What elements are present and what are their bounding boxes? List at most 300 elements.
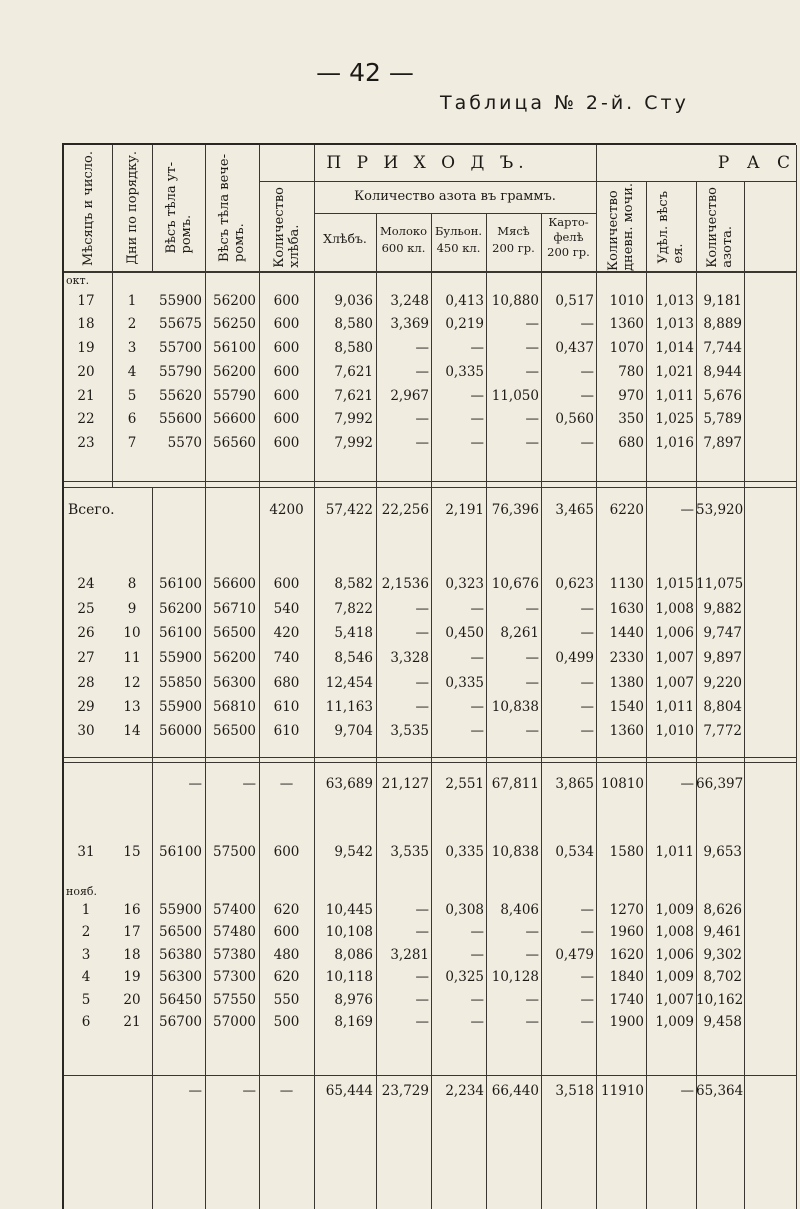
table-cell: 10,162 xyxy=(696,992,744,1008)
table-cell: 1 xyxy=(81,902,91,918)
table-cell: 65,444 xyxy=(325,1083,373,1099)
table-cell: 1360 xyxy=(609,723,644,739)
table-cell: — xyxy=(525,1014,539,1030)
table-cell: — xyxy=(470,992,484,1008)
table-cell: 600 xyxy=(273,316,300,332)
table-cell: 19 xyxy=(123,969,141,985)
table-cell: — xyxy=(415,992,429,1008)
table-cell: — xyxy=(680,502,694,518)
table-cell: 1630 xyxy=(609,601,644,617)
table-cell: — xyxy=(525,316,539,332)
table-cell: 0,219 xyxy=(445,316,484,332)
table-cell: 19 xyxy=(77,340,95,356)
table-cell: 11 xyxy=(123,650,141,666)
table-cell: — xyxy=(470,650,484,666)
table-cell: — xyxy=(580,699,594,715)
table-cell: 20 xyxy=(123,992,141,1008)
table-cell: 7,992 xyxy=(334,435,373,451)
table-cell: 8,626 xyxy=(703,902,742,918)
table-cell: 9,181 xyxy=(703,293,742,309)
table-cell: 55900 xyxy=(159,293,202,309)
table-cell: 57550 xyxy=(213,992,256,1008)
table-cell: 14 xyxy=(123,723,141,739)
table-cell: 610 xyxy=(273,723,300,739)
table-cell: 56500 xyxy=(213,723,256,739)
table-cell: 1,008 xyxy=(655,601,694,617)
table-cell: 29 xyxy=(77,699,95,715)
table-cell: 57500 xyxy=(213,844,256,860)
table-cell: 56300 xyxy=(213,675,256,691)
table-cell: 57,422 xyxy=(325,502,373,518)
table-cell: 8,976 xyxy=(334,992,373,1008)
table-cell: 18 xyxy=(77,316,95,332)
table-cell: 600 xyxy=(273,435,300,451)
table-cell: — xyxy=(415,1014,429,1030)
table-cell: нояб. xyxy=(66,885,98,898)
table-cell: 5,676 xyxy=(703,388,742,404)
table-cell: 17 xyxy=(77,293,95,309)
table-cell: — xyxy=(580,992,594,1008)
table-cell: 1,009 xyxy=(655,1014,694,1030)
table-cell: 53,920 xyxy=(696,502,744,518)
table-cell: 56700 xyxy=(159,1014,202,1030)
table-cell: — xyxy=(415,902,429,918)
table-cell: 56450 xyxy=(159,992,202,1008)
table-cell: 9,542 xyxy=(334,844,373,860)
table-cell: — xyxy=(470,947,484,963)
table-cell: 56100 xyxy=(159,625,202,641)
table-cell: 3,465 xyxy=(555,502,594,518)
table-cell: 1,007 xyxy=(655,650,694,666)
table-cell: — xyxy=(525,992,539,1008)
table-cell: 56560 xyxy=(213,435,256,451)
header-meat: Мясѣ 200 гр. xyxy=(492,224,535,255)
table-cell: — xyxy=(580,388,594,404)
table-cell: 7 xyxy=(127,435,137,451)
table-cell: 12 xyxy=(123,675,141,691)
header-month-day: Мѣсяцъ и число. xyxy=(80,150,96,266)
table-cell: — xyxy=(680,1083,694,1099)
header-nitrogen-grams: Количество азота въ граммъ. xyxy=(354,189,556,204)
table-cell: 22 xyxy=(77,411,95,427)
table-cell: 55850 xyxy=(159,675,202,691)
table-cell: 8 xyxy=(127,576,137,592)
table-cell: — xyxy=(415,625,429,641)
table-cell: 0,325 xyxy=(445,969,484,985)
table-cell: 10,118 xyxy=(325,969,373,985)
table-cell: 66,440 xyxy=(491,1083,539,1099)
table-cell: 20 xyxy=(77,364,95,380)
table-cell: 25 xyxy=(77,601,95,617)
table-cell: 3,865 xyxy=(555,776,594,792)
header-raskhod: Р А С xyxy=(717,153,796,173)
table-cell: 1270 xyxy=(609,902,644,918)
table-cell: 56500 xyxy=(159,924,202,940)
table-cell: 13 xyxy=(123,699,141,715)
table-cell: — xyxy=(580,924,594,940)
table-cell: 11910 xyxy=(601,1083,644,1099)
table-cell: — xyxy=(470,388,484,404)
table-cell: 740 xyxy=(273,650,300,666)
table-cell: 1540 xyxy=(609,699,644,715)
table-cell: — xyxy=(188,1083,202,1099)
table-cell: 2,191 xyxy=(445,502,484,518)
header-potato: Карто- фелѣ 200 гр. xyxy=(547,215,590,259)
table-cell: 1,008 xyxy=(655,924,694,940)
table-cell: 1,015 xyxy=(655,576,694,592)
table-cell: 9,747 xyxy=(703,625,742,641)
table-cell: 57300 xyxy=(213,969,256,985)
table-cell: — xyxy=(415,601,429,617)
table-cell: — xyxy=(242,1083,256,1099)
header-bread: Хлѣбъ. xyxy=(323,231,367,246)
table-cell: 30 xyxy=(77,723,95,739)
table-cell: 1380 xyxy=(609,675,644,691)
table-cell: 1010 xyxy=(609,293,644,309)
table-cell: 56500 xyxy=(213,625,256,641)
table-cell: 18 xyxy=(123,947,141,963)
table-cell: 12,454 xyxy=(325,675,373,691)
table-cell: 970 xyxy=(618,388,644,404)
table-cell: 16 xyxy=(123,902,141,918)
table-cell: 550 xyxy=(273,992,300,1008)
table-cell: 5 xyxy=(127,388,137,404)
table-cell: 11,075 xyxy=(696,576,744,592)
table-cell: 0,308 xyxy=(445,902,484,918)
table-cell: 8,169 xyxy=(334,1014,373,1030)
table-cell: 1,009 xyxy=(655,969,694,985)
table-cell: 56200 xyxy=(213,364,256,380)
table-cell: 5570 xyxy=(167,435,202,451)
header-broth: Бульон. 450 кл. xyxy=(434,224,483,255)
header-urine-amount: Количество дневн. мочи. xyxy=(606,183,636,271)
table-cell: 7,822 xyxy=(334,601,373,617)
table-cell: 9,036 xyxy=(334,293,373,309)
table-cell: 620 xyxy=(273,902,300,918)
table-cell: 55675 xyxy=(159,316,202,332)
table-cell: — xyxy=(580,364,594,380)
table-cell: 10810 xyxy=(601,776,644,792)
table-cell: 0,437 xyxy=(555,340,594,356)
table-cell: окт. xyxy=(66,274,90,287)
table-cell: 55900 xyxy=(159,902,202,918)
header-nitrogen-amount: Количество азота. xyxy=(705,186,735,268)
table-cell: — xyxy=(415,411,429,427)
table-cell: 600 xyxy=(273,340,300,356)
table-cell: 780 xyxy=(618,364,644,380)
table-cell: — xyxy=(470,340,484,356)
table-cell: — xyxy=(580,723,594,739)
table-cell: — xyxy=(580,625,594,641)
table-cell: — xyxy=(242,776,256,792)
table-cell: 4 xyxy=(127,364,137,380)
table-cell: 2 xyxy=(127,316,137,332)
table-cell: — xyxy=(470,924,484,940)
table-cell: 56380 xyxy=(159,947,202,963)
table-cell: 7,772 xyxy=(703,723,742,739)
table-cell: 57000 xyxy=(213,1014,256,1030)
table-cell: 9,461 xyxy=(703,924,742,940)
table-cell: 1,013 xyxy=(655,316,694,332)
table-cell: 600 xyxy=(273,293,300,309)
table-cell: 15 xyxy=(123,844,141,860)
table-cell: 1580 xyxy=(609,844,644,860)
table-cell: 350 xyxy=(618,411,644,427)
header-prikhod: П Р И Х О Д Ъ. xyxy=(326,153,529,173)
table-cell: — xyxy=(580,601,594,617)
table-cell: 24 xyxy=(77,576,95,592)
table-cell: Всего. xyxy=(68,502,115,518)
table-cell: 56100 xyxy=(159,844,202,860)
table-cell: 0,413 xyxy=(445,293,484,309)
table-cell: 2,1536 xyxy=(381,576,429,592)
table-cell: 76,396 xyxy=(491,502,539,518)
table-cell: 1,011 xyxy=(655,388,694,404)
table-cell: — xyxy=(580,316,594,332)
table-cell: 3,518 xyxy=(555,1083,594,1099)
table-cell: 8,944 xyxy=(703,364,742,380)
table-cell: 6 xyxy=(81,1014,91,1030)
table-cell: 1,010 xyxy=(655,723,694,739)
table-cell: 480 xyxy=(273,947,300,963)
table-cell: 56600 xyxy=(213,411,256,427)
header-bread-amount: Количество хлѣба. xyxy=(271,186,302,268)
table-cell: 56600 xyxy=(213,576,256,592)
table-cell: 57480 xyxy=(213,924,256,940)
table-cell: 8,546 xyxy=(334,650,373,666)
table-cell: 0,623 xyxy=(555,576,594,592)
table-cell: 55790 xyxy=(213,388,256,404)
table-cell: — xyxy=(580,1014,594,1030)
table-cell: — xyxy=(525,435,539,451)
table-cell: — xyxy=(525,340,539,356)
table-cell: 8,406 xyxy=(500,902,539,918)
table-cell: — xyxy=(580,675,594,691)
table-cell: 56100 xyxy=(159,576,202,592)
table-cell: 65,364 xyxy=(696,1083,744,1099)
table-cell: 21 xyxy=(123,1014,141,1030)
table-cell: 1,009 xyxy=(655,902,694,918)
table-cell: — xyxy=(470,411,484,427)
table-cell: 1840 xyxy=(609,969,644,985)
table-cell: 55620 xyxy=(159,388,202,404)
table-cell: 620 xyxy=(273,969,300,985)
table-cell: 0,335 xyxy=(445,844,484,860)
table-cell: 6220 xyxy=(609,502,644,518)
table-cell: — xyxy=(279,1083,294,1099)
table-cell: 8,580 xyxy=(334,340,373,356)
table-cell: 1440 xyxy=(609,625,644,641)
table-cell: — xyxy=(525,723,539,739)
table-cell: 7,744 xyxy=(703,340,742,356)
page-number: — 42 — xyxy=(316,58,414,87)
table-cell: 0,323 xyxy=(445,576,484,592)
table-cell: 600 xyxy=(273,576,300,592)
table-cell: 1,007 xyxy=(655,675,694,691)
table-cell: 4 xyxy=(81,969,91,985)
table-cell: 56000 xyxy=(159,723,202,739)
header-milk: Молоко 600 кл. xyxy=(379,224,428,255)
table-cell: 3,281 xyxy=(390,947,429,963)
table-cell: 500 xyxy=(273,1014,300,1030)
table-cell: 0,499 xyxy=(555,650,594,666)
table-cell: 0,479 xyxy=(555,947,594,963)
table-cell: 9,897 xyxy=(703,650,742,666)
table-cell: 9 xyxy=(127,601,137,617)
table-cell: 5,789 xyxy=(703,411,742,427)
table-cell: 0,517 xyxy=(555,293,594,309)
table-cell: 26 xyxy=(77,625,95,641)
table-cell: 1,011 xyxy=(655,844,694,860)
table-cell: 10,445 xyxy=(325,902,373,918)
table-cell: 9,302 xyxy=(703,947,742,963)
table-cell: — xyxy=(279,776,294,792)
table-cell: 11,050 xyxy=(491,388,539,404)
table-cell: 420 xyxy=(273,625,300,641)
table-cell: 3,535 xyxy=(390,844,429,860)
table-cell: 1130 xyxy=(609,576,644,592)
table-cell: 23 xyxy=(77,435,95,451)
header-weight-morning: Вѣсъ тѣла ут- ромъ. xyxy=(163,162,194,254)
table-cell: — xyxy=(525,650,539,666)
table-cell: — xyxy=(470,601,484,617)
table-cell: 2,551 xyxy=(445,776,484,792)
table-cell: 600 xyxy=(273,411,300,427)
table-cell: — xyxy=(680,776,694,792)
table-cell: — xyxy=(415,924,429,940)
table-cell: 1620 xyxy=(609,947,644,963)
table-cell: 8,086 xyxy=(334,947,373,963)
table-cell: — xyxy=(525,924,539,940)
table-cell: 7,897 xyxy=(703,435,742,451)
table-cell: 55790 xyxy=(159,364,202,380)
table-cell: 31 xyxy=(77,844,95,860)
table-cell: 5,418 xyxy=(334,625,373,641)
table-cell: — xyxy=(470,435,484,451)
table-cell: 2,967 xyxy=(390,388,429,404)
table-cell: — xyxy=(525,364,539,380)
table-cell: 1070 xyxy=(609,340,644,356)
table-cell: 610 xyxy=(273,699,300,715)
table-cell: 8,580 xyxy=(334,316,373,332)
table-cell: 680 xyxy=(273,675,300,691)
table-cell: 1,021 xyxy=(655,364,694,380)
table-cell: 3,328 xyxy=(390,650,429,666)
table-cell: 600 xyxy=(273,364,300,380)
table-cell: 9,653 xyxy=(703,844,742,860)
table-cell: 10,838 xyxy=(491,844,539,860)
table-cell: — xyxy=(188,776,202,792)
table-cell: 3 xyxy=(81,947,91,963)
table-cell: 1,016 xyxy=(655,435,694,451)
table-cell: — xyxy=(580,435,594,451)
table-cell: 21,127 xyxy=(381,776,429,792)
table-cell: 22,256 xyxy=(381,502,429,518)
table-cell: 63,689 xyxy=(325,776,373,792)
table-cell: — xyxy=(415,675,429,691)
table-cell: 56200 xyxy=(159,601,202,617)
table-cell: — xyxy=(415,969,429,985)
table-cell: 0,534 xyxy=(555,844,594,860)
table-cell: — xyxy=(580,969,594,985)
table-cell: 1 xyxy=(127,293,137,309)
table-cell: 0,560 xyxy=(555,411,594,427)
table-cell: 10,108 xyxy=(325,924,373,940)
table-cell: 7,621 xyxy=(334,364,373,380)
table-cell: 1,014 xyxy=(655,340,694,356)
header-specific-gravity: Удѣл. вѣсъ ея. xyxy=(656,190,686,264)
table-cell: 1740 xyxy=(609,992,644,1008)
table-cell: — xyxy=(470,723,484,739)
table-cell: 28 xyxy=(77,675,95,691)
table-cell: — xyxy=(415,699,429,715)
table-cell: 10 xyxy=(123,625,141,641)
table-cell: 1,007 xyxy=(655,992,694,1008)
table-cell: 10,880 xyxy=(491,293,539,309)
table-cell: — xyxy=(415,435,429,451)
table-cell: 0,335 xyxy=(445,364,484,380)
table-cell: 3 xyxy=(127,340,137,356)
table-cell: 2330 xyxy=(609,650,644,666)
table-cell: 1,006 xyxy=(655,947,694,963)
table-cell: 600 xyxy=(273,844,300,860)
table-cell: 27 xyxy=(77,650,95,666)
table-cell: 7,621 xyxy=(334,388,373,404)
table-cell: 10,676 xyxy=(491,576,539,592)
table-cell: 56100 xyxy=(213,340,256,356)
table-cell: 55900 xyxy=(159,650,202,666)
table-cell: 680 xyxy=(618,435,644,451)
table-cell: 56250 xyxy=(213,316,256,332)
header-days-order: Дни по порядку. xyxy=(124,151,140,265)
table-cell: 9,704 xyxy=(334,723,373,739)
table-cell: 1,006 xyxy=(655,625,694,641)
table-cell: 3,248 xyxy=(390,293,429,309)
table-cell: 8,261 xyxy=(500,625,539,641)
table-cell: 57380 xyxy=(213,947,256,963)
table-cell: 1360 xyxy=(609,316,644,332)
data-table xyxy=(62,143,796,1209)
table-cell: 8,889 xyxy=(703,316,742,332)
table-cell: 1900 xyxy=(609,1014,644,1030)
table-cell: 1,011 xyxy=(655,699,694,715)
table-cell: 1,013 xyxy=(655,293,694,309)
table-cell: 56810 xyxy=(213,699,256,715)
table-cell: 66,397 xyxy=(696,776,744,792)
table-cell: — xyxy=(525,675,539,691)
table-cell: 11,163 xyxy=(325,699,373,715)
table-cell: — xyxy=(470,1014,484,1030)
table-cell: 55600 xyxy=(159,411,202,427)
table-cell: 23,729 xyxy=(381,1083,429,1099)
table-cell: 9,220 xyxy=(703,675,742,691)
table-cell: 1,025 xyxy=(655,411,694,427)
table-cell: — xyxy=(580,902,594,918)
table-cell: 56200 xyxy=(213,293,256,309)
table-cell: 3,369 xyxy=(390,316,429,332)
table-cell: 55900 xyxy=(159,699,202,715)
table-cell: 4200 xyxy=(269,502,304,518)
table-cell: 57400 xyxy=(213,902,256,918)
table-cell: — xyxy=(525,947,539,963)
table-cell: 600 xyxy=(273,388,300,404)
table-cell: 2 xyxy=(81,924,91,940)
table-cell: 8,702 xyxy=(703,969,742,985)
table-cell: 9,458 xyxy=(703,1014,742,1030)
table-cell: 9,882 xyxy=(703,601,742,617)
table-cell: 8,804 xyxy=(703,699,742,715)
table-cell: 21 xyxy=(77,388,95,404)
